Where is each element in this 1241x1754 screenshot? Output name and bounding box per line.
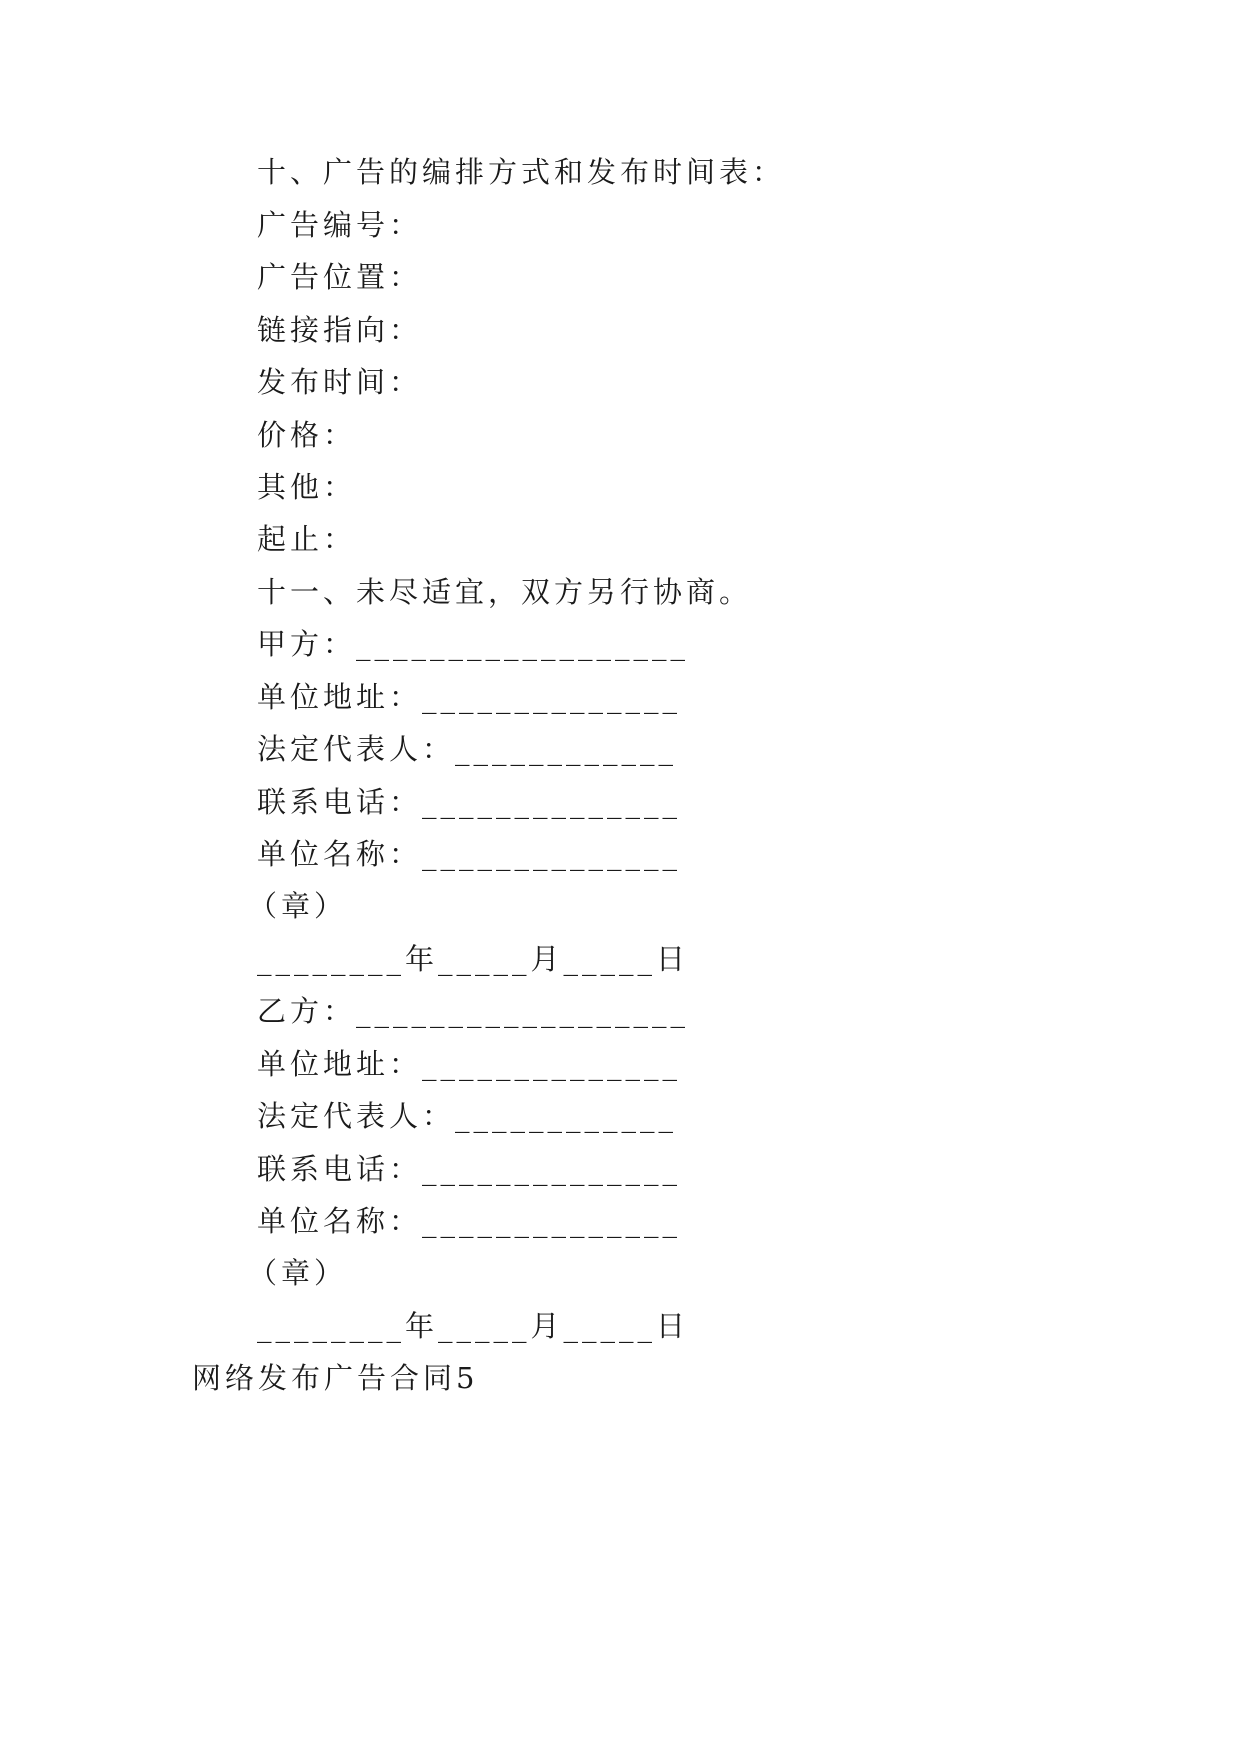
party-a-address: 单位地址：______________ (257, 680, 682, 714)
party-a-company-name: 单位名称：______________ (257, 837, 682, 871)
field-link-target: 链接指向： (257, 313, 423, 347)
party-a-line: 甲方：__________________ (257, 627, 690, 661)
party-a-phone: 联系电话：______________ (257, 785, 682, 819)
section-10-heading: 十、广告的编排方式和发布时间表： (257, 155, 786, 189)
section-11-text: 十一、未尽适宜，双方另行协商。 (257, 575, 753, 609)
party-a-date: ________年_____月_____日 (257, 942, 690, 976)
party-b-phone: 联系电话：______________ (257, 1152, 682, 1186)
party-b-seal: （章） (248, 1256, 348, 1290)
field-ad-position: 广告位置： (257, 260, 423, 294)
party-b-line: 乙方：__________________ (257, 994, 690, 1028)
field-other: 其他： (257, 470, 357, 504)
field-price: 价格： (257, 418, 357, 452)
party-b-company-name: 单位名称：______________ (257, 1204, 682, 1238)
field-period: 起止： (257, 522, 357, 556)
field-ad-number: 广告编号： (257, 208, 423, 242)
party-a-seal: （章） (248, 889, 348, 923)
party-b-address: 单位地址：______________ (257, 1047, 682, 1081)
party-b-legal-rep: 法定代表人：____________ (257, 1099, 678, 1133)
field-publish-time: 发布时间： (257, 365, 423, 399)
party-b-date: ________年_____月_____日 (257, 1309, 690, 1343)
next-document-heading: 网络发布广告合同5 (192, 1361, 479, 1395)
party-a-legal-rep: 法定代表人：____________ (257, 732, 678, 766)
